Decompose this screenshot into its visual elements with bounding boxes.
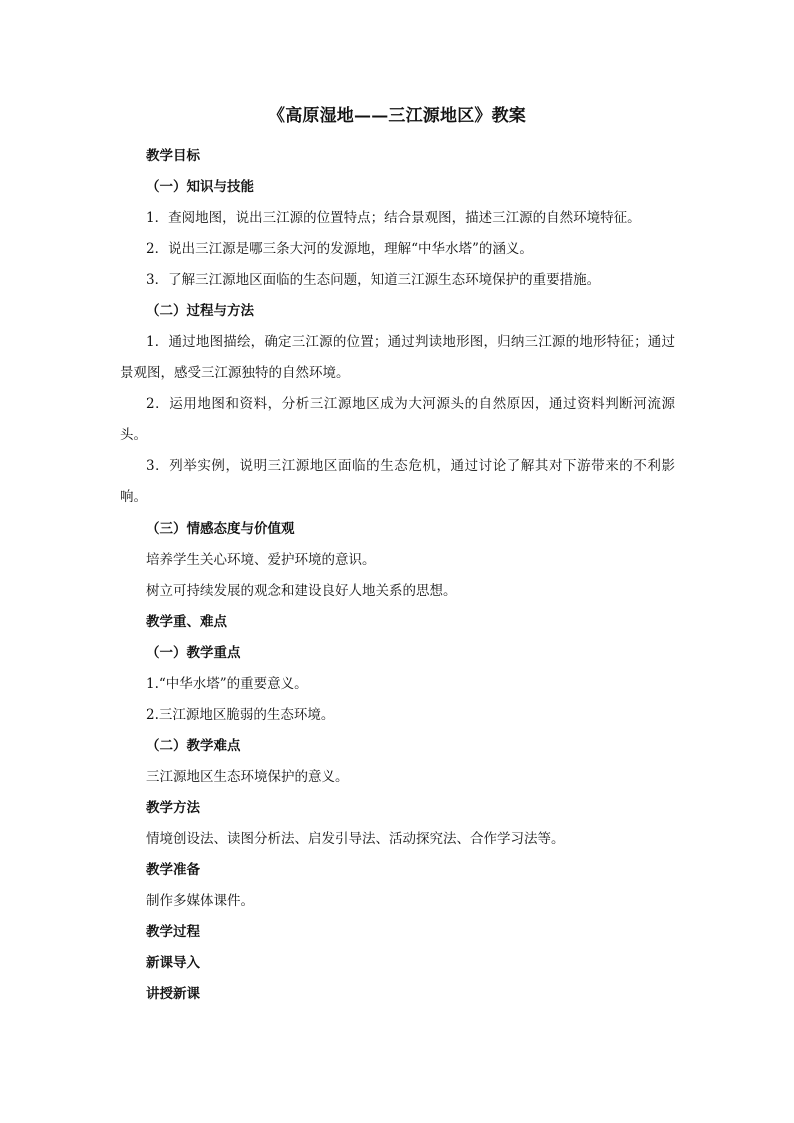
focus-heading: （一）教学重点	[146, 645, 241, 661]
knowledge-skills-heading: （一）知识与技能	[146, 179, 254, 195]
difficulty-heading: （二）教学难点	[146, 738, 241, 754]
preparation-heading: 教学准备	[146, 862, 200, 878]
objectives-heading: 教学目标	[146, 148, 200, 164]
methods-heading: 教学方法	[146, 800, 200, 816]
emotion-item-1: 培养学生关心环境、爱护环境的意识。	[146, 552, 376, 568]
intro-heading: 新课导入	[146, 955, 200, 971]
key-points-heading: 教学重、难点	[146, 614, 227, 630]
knowledge-item-2: 2．说出三江源是哪三条大河的发源地，理解“中华水塔”的涵义。	[146, 241, 533, 257]
methods-text: 情境创设法、读图分析法、启发引导法、活动探究法、合作学习法等。	[146, 831, 565, 847]
document-title: 《高原湿地——三江源地区》教案	[268, 106, 526, 126]
knowledge-item-1: 1．查阅地图，说出三江源的位置特点；结合景观图，描述三江源的自然环境特征。	[146, 210, 641, 226]
difficulty-item-1: 三江源地区生态环境保护的意义。	[146, 769, 349, 785]
focus-item-2: 2.三江源地区脆弱的生态环境。	[146, 707, 335, 723]
knowledge-item-3: 3．了解三江源地区面临的生态问题，知道三江源生态环境保护的重要措施。	[146, 272, 601, 288]
process-item-2: 2．运用地图和资料，分析三江源地区成为大河源头的自然原因，通过资料判断河流源头。	[120, 396, 675, 443]
process-methods-heading: （二）过程与方法	[146, 303, 254, 319]
preparation-text: 制作多媒体课件。	[146, 893, 254, 909]
teaching-heading: 讲授新课	[146, 986, 200, 1002]
process-item-1: 1．通过地图描绘，确定三江源的位置；通过判读地形图，归纳三江源的地形特征；通过景观图，感受三江源独特的自然环境。	[120, 334, 675, 381]
procedure-heading: 教学过程	[146, 924, 200, 940]
emotion-item-2: 树立可持续发展的观念和建设良好人地关系的思想。	[146, 583, 457, 599]
emotion-values-heading: （三）情感态度与价值观	[146, 521, 295, 537]
process-item-3: 3．列举实例，说明三江源地区面临的生态危机，通过讨论了解其对下游带来的不利影响。	[120, 458, 675, 505]
focus-item-1: 1.“中华水塔”的重要意义。	[146, 676, 308, 692]
